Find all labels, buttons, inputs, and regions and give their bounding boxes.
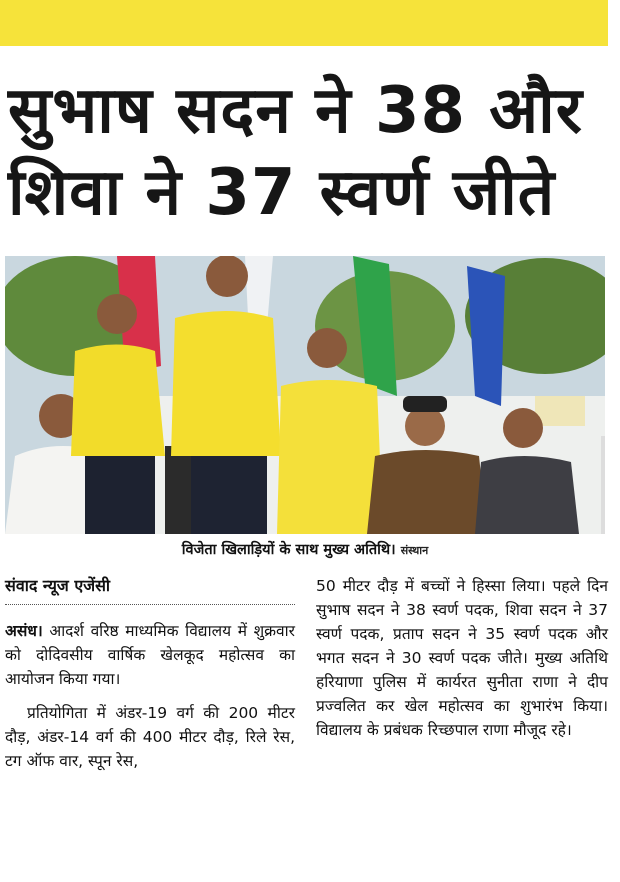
article-column-right [316,574,608,742]
photo-credit: संस्थान [400,544,429,557]
photo-illustration [5,256,605,534]
headline [8,70,608,234]
news-photo [5,256,605,534]
dateline: असंध। [5,622,43,640]
article-paragraph-1 [5,619,295,691]
byline: संवाद न्यूज एजेंसी [5,576,111,595]
caption-text: विजेता खिलाड़ियों के साथ मुख्य अतिथि। [181,542,396,558]
headline-line-1: सुभाष सदन ने 38 और [8,74,583,148]
photo-caption [5,537,605,563]
article-paragraph-2: प्रतियोगिता में अंडर-19 वर्ग की 200 मीटर दौड़, अंडर-14 वर्ग की 400 मीटर दौड़, रिले रेस, टग ऑफ वार, स्पून रेस, [5,704,295,770]
article-column-left [5,574,295,773]
headline-line-2: शिवा ने 37 स्वर्ण जीते [8,156,556,230]
byline-divider [5,604,295,605]
header-color-band [0,0,608,46]
article-paragraph-3: 50 मीटर दौड़ में बच्चों ने हिस्सा लिया। पहले दिन सुभाष सदन ने 38 स्वर्ण पदक, शिवा सदन ने 37 स्वर्ण पदक, प्रताप सदन ने 35 स्वर्ण पदक और भगत सदन ने 30 स्वर्ण पदक जीते। मुख्य अतिथि हरियाणा पुलिस में कार्यरत सुनीता राणा ने दीप प्रज्वलित कर खेल महोत्सव का शुभारंभ किया। विद्यालय के प्रबंधक रिच्छपाल राणा मौजूद रहे। [316,577,608,739]
paragraph-1-text: आदर्श वरिष्ठ माध्यमिक विद्यालय में शुक्रवार को दोदिवसीय वार्षिक खेलकूद महोत्सव का आयोजन किया गया। [5,622,295,688]
